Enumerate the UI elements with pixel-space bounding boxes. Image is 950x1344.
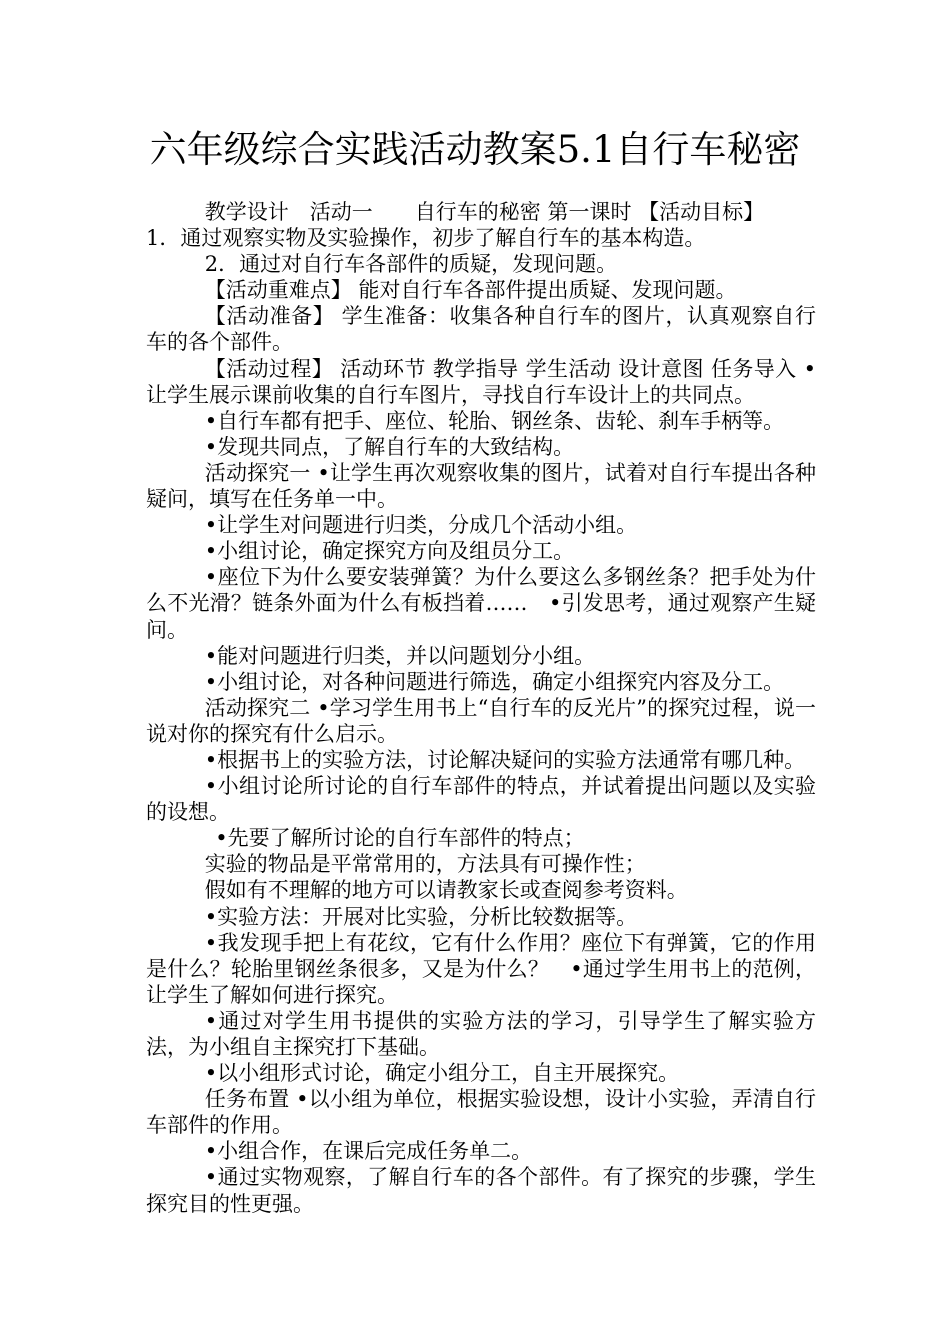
paragraph: 教学设计 活动一 自行车的秘密 第一课时 【活动目标】 [204, 200, 765, 224]
paragraph: •座位下为什么要安装弹簧？为什么要这么多钢丝条？把手处为什么不光滑？链条外面为什么有板挡着…… •引发思考，通过观察产生疑问。 [146, 565, 816, 642]
paragraph: •让学生对问题进行归类，分成几个活动小组。 [204, 513, 638, 538]
document-title: 六年级综合实践活动教案5.1自行车秘密 [149, 128, 801, 171]
paragraph: •小组讨论所讨论的自行车部件的特点，并试着提出问题以及实验的设想。 [146, 774, 816, 825]
paragraph: •发现共同点，了解自行车的大致结构。 [204, 434, 575, 459]
paragraph: 活动探究二 •学习学生用书上“自行车的反光片”的探究过程，说一说对你的探究有什么启示。 [146, 695, 816, 746]
paragraph: •根据书上的实验方法，讨论解决疑问的实验方法通常有哪几种。 [204, 747, 806, 772]
paragraph: 任务布置 •以小组为单位，根据实验设想，设计小实验，弄清自行车部件的作用。 [146, 1087, 816, 1138]
paragraph: 【活动准备】 学生准备：收集各种自行车的图片，认真观察自行车的各个部件。 [146, 304, 816, 355]
paragraph: •以小组形式讨论，确定小组分工，自主开展探究。 [204, 1061, 680, 1086]
paragraph: 活动探究一 •让学生再次观察收集的图片，试着对自行车提出各种疑问，填写在任务单一中。 [146, 460, 816, 512]
paragraph: •先要了解所讨论的自行车部件的特点； [215, 826, 585, 851]
paragraph: 1．通过观察实物及实验操作，初步了解自行车的基本构造。 [146, 226, 706, 251]
paragraph: •小组合作，在课后完成任务单二。 [204, 1139, 533, 1164]
paragraph: 【活动重难点】 能对自行车各部件提出质疑、发现问题。 [204, 278, 737, 303]
paragraph: •自行车都有把手、座位、轮胎、钢丝条、齿轮、刹车手柄等。 [204, 408, 785, 433]
paragraph: •小组讨论，对各种问题进行筛选，确定小组探究内容及分工。 [204, 669, 785, 694]
paragraph: •我发现手把上有花纹，它有什么作用？座位下有弹簧，它的作用是什么？轮胎里钢丝条很多，又是为什么？ •通过学生用书上的范例，让学生了解如何进行探究。 [146, 930, 816, 1007]
paragraph: •通过对学生用书提供的实验方法的学习，引导学生了解实验方法，为小组自主探究打下基础。 [146, 1008, 816, 1059]
paragraph: 假如有不理解的地方可以请教家长或查阅参考资料。 [204, 878, 688, 903]
paragraph: 实验的物品是平常常用的，方法具有可操作性； [204, 852, 646, 877]
paragraph: 2．通过对自行车各部件的质疑，发现问题。 [204, 252, 618, 277]
paragraph: •通过实物观察，了解自行车的各个部件。有了探究的步骤，学生探究目的性更强。 [146, 1165, 816, 1216]
paragraph: •小组讨论，确定探究方向及组员分工。 [204, 539, 575, 564]
paragraph: •实验方法：开展对比实验，分析比较数据等。 [204, 904, 638, 929]
paragraph: •能对问题进行归类，并以问题划分小组。 [204, 643, 596, 668]
document-body [146, 199, 816, 1217]
paragraph: 【活动过程】 活动环节 教学指导 学生活动 设计意图 任务导入 •让学生展示课前收集的自行车图片，寻找自行车设计上的共同点。 [146, 356, 816, 407]
